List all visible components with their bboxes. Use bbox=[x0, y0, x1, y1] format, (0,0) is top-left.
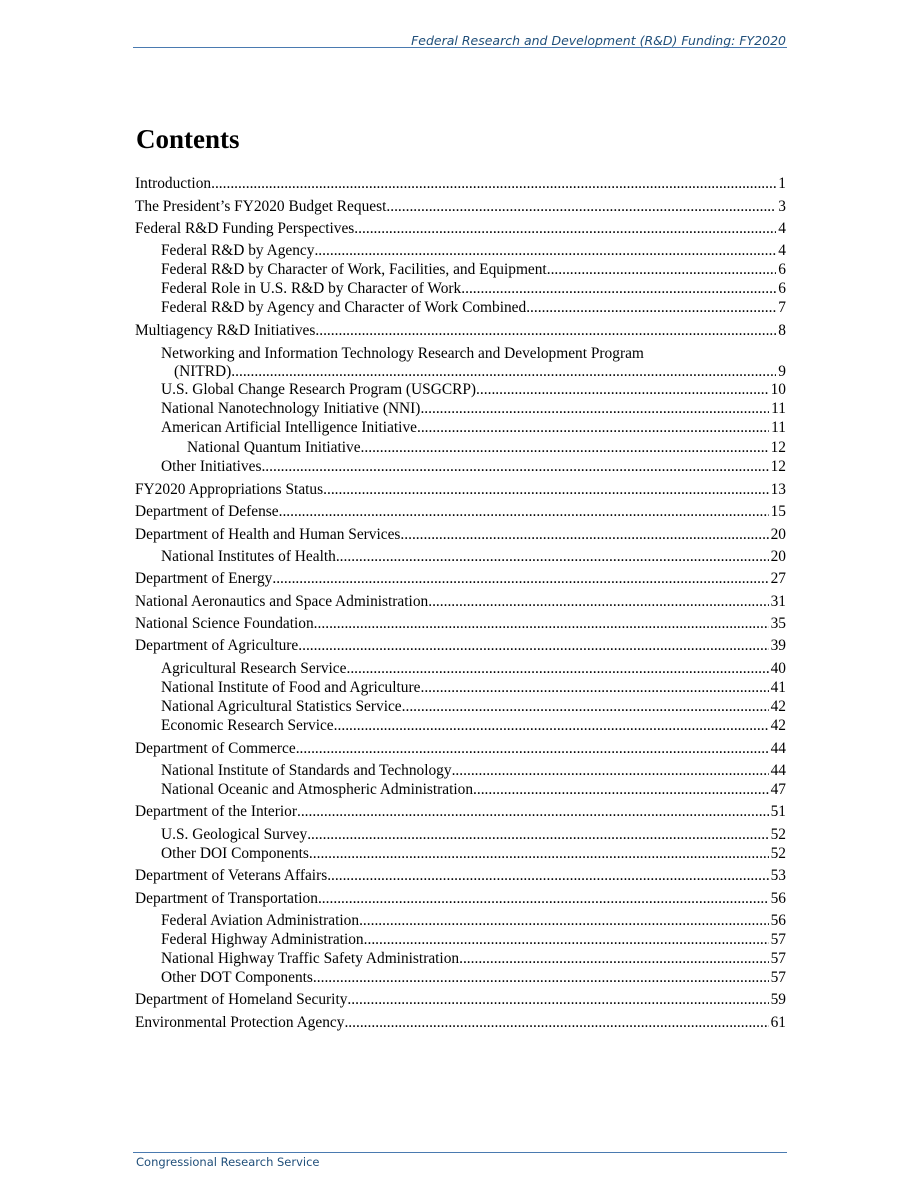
toc-entry[interactable] bbox=[135, 867, 786, 885]
toc-entry-row bbox=[135, 503, 786, 521]
toc-page-number: 6 bbox=[778, 261, 786, 278]
toc-entry[interactable] bbox=[161, 548, 786, 566]
toc-dot-leader bbox=[452, 762, 769, 780]
toc-page-number: 57 bbox=[770, 969, 786, 986]
toc-entry-row bbox=[135, 322, 786, 340]
toc-entry-row bbox=[135, 803, 786, 821]
toc-entry[interactable] bbox=[161, 931, 786, 949]
toc-entry-title: Department of Energy bbox=[135, 570, 273, 587]
toc-dot-leader bbox=[307, 826, 768, 844]
toc-dot-leader bbox=[547, 261, 777, 279]
toc-entry[interactable] bbox=[161, 969, 786, 987]
toc-dot-leader bbox=[309, 845, 769, 863]
toc-entry[interactable] bbox=[187, 439, 786, 457]
toc-dot-leader bbox=[346, 660, 768, 678]
toc-entry-row bbox=[135, 615, 786, 633]
toc-entry-row bbox=[135, 1014, 786, 1032]
toc-entry[interactable] bbox=[161, 912, 786, 930]
toc-entry-row bbox=[161, 458, 786, 476]
toc-entry-row bbox=[135, 175, 786, 193]
toc-entry-row bbox=[135, 867, 786, 885]
footer-rule bbox=[133, 1152, 787, 1153]
toc-page-number: 4 bbox=[778, 242, 786, 259]
toc-dot-leader bbox=[461, 280, 776, 298]
toc-entry-title-continued: (NITRD) bbox=[174, 363, 232, 380]
toc-entry[interactable] bbox=[135, 175, 786, 193]
toc-entry-row bbox=[135, 637, 786, 655]
toc-entry-row bbox=[135, 220, 786, 238]
toc-entry-title: National Institute of Standards and Technology bbox=[161, 762, 452, 779]
toc-page-number: 4 bbox=[778, 220, 786, 237]
toc-dot-leader bbox=[211, 175, 776, 193]
toc-page-number: 47 bbox=[770, 781, 786, 798]
toc-entry-title: Department of Health and Human Services bbox=[135, 526, 401, 543]
toc-page-number: 13 bbox=[770, 481, 786, 498]
toc-entry-title: National Agricultural Statistics Service bbox=[161, 698, 402, 715]
toc-page-number: 7 bbox=[778, 299, 786, 316]
toc-entry-row bbox=[161, 826, 786, 844]
toc-dot-leader bbox=[272, 570, 768, 588]
toc-page-number: 8 bbox=[778, 322, 786, 339]
toc-entry-title: National Aeronautics and Space Administration bbox=[135, 593, 429, 610]
toc-entry-row bbox=[161, 698, 786, 716]
toc-entry-title: American Artificial Intelligence Initiative bbox=[161, 419, 417, 436]
toc-page-number: 9 bbox=[778, 363, 786, 380]
toc-entry-title: Department of Defense bbox=[135, 503, 279, 520]
toc-entry-title: Federal Aviation Administration bbox=[161, 912, 360, 929]
toc-page-number: 3 bbox=[778, 198, 786, 215]
toc-page-number: 44 bbox=[770, 740, 786, 757]
toc-entry-title: National Nanotechnology Initiative (NNI) bbox=[161, 400, 421, 417]
toc-page-number: 42 bbox=[770, 717, 786, 734]
toc-dot-leader bbox=[386, 198, 776, 216]
toc-dot-leader bbox=[296, 740, 769, 758]
toc-dot-leader bbox=[476, 381, 769, 399]
toc-entry-title: Other DOT Components bbox=[161, 969, 313, 986]
toc-dot-leader bbox=[361, 439, 769, 457]
toc-entry-title: Federal R&D Funding Perspectives bbox=[135, 220, 355, 237]
toc-entry-row bbox=[161, 931, 786, 949]
toc-entry-title: Introduction bbox=[135, 175, 212, 192]
toc-entry-title: U.S. Global Change Research Program (USGCRP) bbox=[161, 381, 477, 398]
toc-dot-leader bbox=[327, 867, 768, 885]
toc-entry[interactable] bbox=[135, 991, 786, 1009]
toc-entry-title: Department of Commerce bbox=[135, 740, 296, 757]
toc-dot-leader bbox=[261, 458, 768, 476]
toc-entry[interactable] bbox=[161, 950, 786, 968]
toc-entry[interactable] bbox=[135, 198, 786, 216]
toc-page-number: 11 bbox=[771, 400, 786, 417]
toc-entry-title: National Institute of Food and Agriculture bbox=[161, 679, 421, 696]
toc-entry[interactable] bbox=[135, 526, 786, 544]
toc-entry-title: Environmental Protection Agency bbox=[135, 1014, 345, 1031]
toc-dot-leader bbox=[315, 322, 776, 340]
toc-dot-leader bbox=[428, 593, 768, 611]
toc-page-number: 12 bbox=[770, 458, 786, 475]
toc-entry[interactable] bbox=[161, 419, 786, 437]
toc-entry-title: National Science Foundation bbox=[135, 615, 314, 632]
toc-dot-leader bbox=[318, 890, 769, 908]
toc-dot-leader bbox=[420, 679, 768, 697]
toc-page-number: 52 bbox=[770, 826, 786, 843]
toc-entry-row bbox=[161, 679, 786, 697]
toc-dot-leader bbox=[402, 698, 769, 716]
toc-entry-row bbox=[187, 439, 786, 457]
toc-entry[interactable] bbox=[135, 220, 786, 238]
toc-entry-row bbox=[135, 890, 786, 908]
toc-entry-title: National Oceanic and Atmospheric Administration bbox=[161, 781, 474, 798]
toc-entry-row bbox=[135, 991, 786, 1009]
toc-entry[interactable] bbox=[135, 637, 786, 655]
toc-dot-leader bbox=[298, 637, 768, 655]
toc-page-number: 39 bbox=[770, 637, 786, 654]
toc-entry-title: U.S. Geological Survey bbox=[161, 826, 308, 843]
toc-dot-leader bbox=[417, 419, 769, 437]
toc-page-number: 51 bbox=[770, 803, 786, 820]
toc-entry-title: Federal R&D by Agency bbox=[161, 242, 315, 259]
toc-entry[interactable] bbox=[135, 803, 786, 821]
toc-entry[interactable] bbox=[135, 481, 786, 499]
toc-dot-leader bbox=[344, 1014, 768, 1032]
toc-entry[interactable] bbox=[161, 345, 786, 381]
toc-page-number: 57 bbox=[770, 950, 786, 967]
toc-page-number: 52 bbox=[770, 845, 786, 862]
toc-entry-title: Other DOI Components bbox=[161, 845, 309, 862]
toc-entry-title: Department of Veterans Affairs bbox=[135, 867, 328, 884]
toc-page-number: 27 bbox=[770, 570, 786, 587]
toc-entry[interactable] bbox=[161, 781, 786, 799]
toc-entry[interactable] bbox=[135, 322, 786, 340]
toc-entry-row bbox=[161, 261, 786, 279]
toc-entry-title: National Quantum Initiative bbox=[187, 439, 361, 456]
toc-entry-row bbox=[161, 660, 786, 678]
footer-publisher: Congressional Research Service bbox=[136, 1155, 320, 1169]
toc-entry-title: Networking and Information Technology Research and Development Program bbox=[161, 345, 644, 362]
toc-entry[interactable] bbox=[161, 698, 786, 716]
toc-entry[interactable] bbox=[161, 458, 786, 476]
toc-entry-title: Agricultural Research Service bbox=[161, 660, 347, 677]
toc-page-number: 12 bbox=[770, 439, 786, 456]
toc-entry-row bbox=[161, 762, 786, 780]
toc-entry-title: National Institutes of Health bbox=[161, 548, 336, 565]
toc-entry-row bbox=[135, 526, 786, 544]
toc-entry-row bbox=[161, 400, 786, 418]
toc-entry-row bbox=[161, 845, 786, 863]
toc-entry-row bbox=[135, 198, 786, 216]
toc-page-number: 41 bbox=[770, 679, 786, 696]
toc-entry[interactable] bbox=[161, 381, 786, 399]
toc-entry[interactable] bbox=[135, 890, 786, 908]
toc-entry-title: National Highway Traffic Safety Administration bbox=[161, 950, 460, 967]
toc-dot-leader bbox=[400, 526, 768, 544]
toc-page-number: 15 bbox=[770, 503, 786, 520]
toc-dot-leader bbox=[526, 299, 776, 317]
toc-entry[interactable] bbox=[161, 717, 786, 735]
toc-dot-leader bbox=[364, 931, 769, 949]
toc-dot-leader bbox=[279, 503, 769, 521]
toc-page-number: 53 bbox=[770, 867, 786, 884]
toc-entry[interactable] bbox=[161, 660, 786, 678]
toc-entry-title: Federal R&D by Character of Work, Facilities, and Equipment bbox=[161, 261, 547, 278]
toc-page-number: 20 bbox=[770, 526, 786, 543]
contents-heading: Contents bbox=[136, 124, 240, 154]
toc-entry-row bbox=[161, 781, 786, 799]
toc-dot-leader bbox=[359, 912, 769, 930]
toc-page-number: 31 bbox=[770, 593, 786, 610]
toc-page-number: 11 bbox=[771, 419, 786, 436]
toc-dot-leader bbox=[336, 548, 769, 566]
toc-entry-row bbox=[161, 363, 786, 381]
toc-entry-title: Other Initiatives bbox=[161, 458, 262, 475]
toc-dot-leader bbox=[314, 242, 776, 260]
toc-entry-title: Federal Role in U.S. R&D by Character of Work bbox=[161, 280, 462, 297]
toc-page-number: 56 bbox=[770, 890, 786, 907]
toc-page-number: 1 bbox=[778, 175, 786, 192]
toc-dot-leader bbox=[473, 781, 769, 799]
toc-entry-title: Department of Agriculture bbox=[135, 637, 299, 654]
toc-entry-row bbox=[161, 717, 786, 735]
toc-entry[interactable] bbox=[161, 261, 786, 279]
toc-entry-row bbox=[161, 381, 786, 399]
toc-entry[interactable] bbox=[135, 593, 786, 611]
toc-entry-row bbox=[135, 593, 786, 611]
toc-entry[interactable] bbox=[161, 242, 786, 260]
toc-entry[interactable] bbox=[135, 1014, 786, 1032]
toc-entry-row bbox=[161, 548, 786, 566]
toc-dot-leader bbox=[459, 950, 769, 968]
toc-entry[interactable] bbox=[161, 299, 786, 317]
toc-entry-title: Federal Highway Administration bbox=[161, 931, 364, 948]
toc-page-number: 35 bbox=[770, 615, 786, 632]
running-header-title: Federal Research and Development (R&D) Funding: FY2020 bbox=[411, 33, 786, 48]
toc-dot-leader bbox=[347, 991, 768, 1009]
toc-entry-row bbox=[161, 280, 786, 298]
toc-entry-title: FY2020 Appropriations Status bbox=[135, 481, 324, 498]
toc-entry[interactable] bbox=[161, 400, 786, 418]
toc-entry-row bbox=[161, 950, 786, 968]
toc-entry-title: Federal R&D by Agency and Character of Work Combined bbox=[161, 299, 527, 316]
toc-entry[interactable] bbox=[135, 615, 786, 633]
toc-entry[interactable] bbox=[161, 762, 786, 780]
toc-entry[interactable] bbox=[161, 845, 786, 863]
toc-page-number: 6 bbox=[778, 280, 786, 297]
toc-entry-title: Department of Homeland Security bbox=[135, 991, 348, 1008]
toc-dot-leader bbox=[354, 220, 776, 238]
toc-dot-leader bbox=[231, 363, 776, 381]
toc-page-number: 56 bbox=[770, 912, 786, 929]
toc-entry-row bbox=[135, 740, 786, 758]
toc-page-number: 10 bbox=[770, 381, 786, 398]
toc-entry[interactable] bbox=[135, 503, 786, 521]
toc-dot-leader bbox=[314, 615, 769, 633]
toc-entry-row bbox=[135, 570, 786, 588]
toc-page-number: 40 bbox=[770, 660, 786, 677]
toc-page-number: 59 bbox=[770, 991, 786, 1008]
toc-entry-title: Multiagency R&D Initiatives bbox=[135, 322, 316, 339]
toc-entry-row bbox=[161, 969, 786, 987]
toc-page-number: 44 bbox=[770, 762, 786, 779]
toc-dot-leader bbox=[313, 969, 769, 987]
toc-entry-title: Department of Transportation bbox=[135, 890, 318, 907]
toc-entry[interactable] bbox=[161, 826, 786, 844]
toc-dot-leader bbox=[297, 803, 769, 821]
toc-entry-row bbox=[161, 912, 786, 930]
toc-dot-leader bbox=[420, 400, 769, 418]
toc-page-number: 57 bbox=[770, 931, 786, 948]
toc-entry[interactable] bbox=[161, 280, 786, 298]
toc-entry-row bbox=[161, 299, 786, 317]
toc-entry-title: The President’s FY2020 Budget Request bbox=[135, 198, 387, 215]
toc-entry-row bbox=[161, 242, 786, 260]
toc-dot-leader bbox=[334, 717, 769, 735]
toc-page-number: 61 bbox=[770, 1014, 786, 1031]
toc-entry-title: Department of the Interior bbox=[135, 803, 297, 820]
toc-entry-title: Economic Research Service bbox=[161, 717, 334, 734]
toc-dot-leader bbox=[323, 481, 768, 499]
toc-entry-row bbox=[135, 481, 786, 499]
toc-page-number: 20 bbox=[770, 548, 786, 565]
toc-entry[interactable] bbox=[161, 679, 786, 697]
toc-entry[interactable] bbox=[135, 740, 786, 758]
toc-entry-row bbox=[161, 419, 786, 437]
toc-page-number: 42 bbox=[770, 698, 786, 715]
toc-entry[interactable] bbox=[135, 570, 786, 588]
